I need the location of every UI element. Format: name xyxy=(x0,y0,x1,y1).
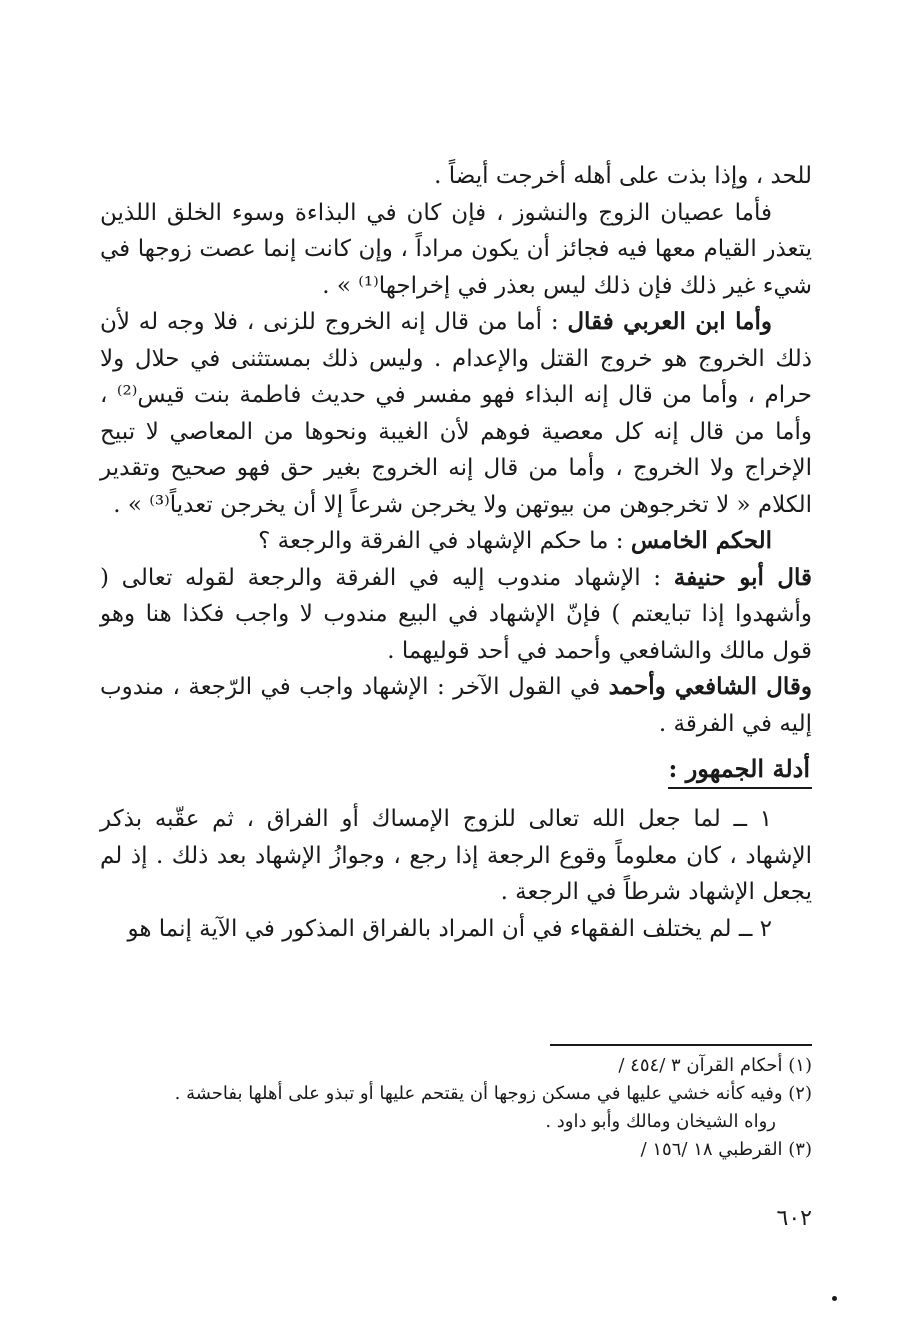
footnote-3: (٣) القرطبي ١٨ /١٥٦ / xyxy=(640,1139,812,1160)
paragraph-7: ١ ــ لما جعل الله تعالى للزوج الإمساك أو الفراق ، ثم عقّبه بذكر الإشهاد ، كان معلوماً وقوع الرجعة إذا رجع ، وجوازُ الإشهاد بعد ذلك . إذ لم يجعل الإشهاد شرطاً في الرجعة . xyxy=(100,806,812,905)
paragraph-4-lead: الحكم الخامس xyxy=(630,527,772,554)
paragraph-3-text: : أما من قال إنه الخروج للزنى ، فلا وجه له لأن ذلك الخروج هو خروج القتل والإعدام . وليس ذلك بمستثنى في حلال ولا حرام ، وأما من قال إنه البذاء فهو مفسر في حديث فاطمة بنت قيس⁽²⁾ ، وأما من قال إنه كل معصية فوهم لأن الغيبة ونحوها من المعاصي لا تبيح الإخراج ولا الخروج ، وأما من قال إنه الخروج بغير حق فهو صحيح وتقدير الكلام « لا تخرجوهن من بيوتهن ولا يخرجن شرعاً إلا أن يخرجن تعدياً⁽³⁾ » . xyxy=(100,309,812,518)
footnotes xyxy=(100,1052,812,1164)
paragraph-6-lead: وقال الشافعي وأحمد xyxy=(608,673,812,700)
ink-mark xyxy=(832,1296,837,1301)
paragraph-1: للحد ، وإذا بذت على أهله أخرجت أيضاً . xyxy=(434,163,812,189)
paragraph-6-text: في القول الآخر : الإشهاد واجب في الرّجعة ، مندوب إليه في الفرقة . xyxy=(100,674,812,737)
paragraph-5-lead: قال أبو حنيفة xyxy=(673,563,812,591)
footnote-2: (٢) وفيه كأنه خشي عليها في مسكن زوجها أن يقتحم عليها أو تبذو على أهلها بفاحشة . xyxy=(174,1083,812,1104)
section-heading-wrap xyxy=(100,744,812,801)
paragraph-3-lead: وأما ابن العربي فقال xyxy=(567,308,772,335)
footnote-1: (١) أحكام القرآن ٣ /٤٥٤ / xyxy=(618,1055,812,1076)
paragraph-8: ٢ ــ لم يختلف الفقهاء في أن المراد بالفراق المذكور في الآية إنما هو xyxy=(127,915,772,942)
footnote-2-continuation: رواه الشيخان ومالك وأبو داود . xyxy=(545,1111,776,1132)
paragraph-2: فأما عصيان الزوج والنشوز ، فإن كان في البذاءة وسوء الخلق اللذين يتعذر القيام معها فيه فجائز أن يكون مراداً ، وإن كانت إنما عصت زوجها في شيء غير ذلك فإن ذلك ليس بعذر في إخراجها⁽¹⁾ » . xyxy=(100,199,812,299)
paragraph-6 xyxy=(100,669,812,742)
paragraph-4 xyxy=(100,523,812,560)
section-heading: أدلة الجمهور : xyxy=(668,754,812,789)
page-body xyxy=(100,158,812,947)
paragraph-4-text: : ما حكم الإشهاد في الفرقة والرجعة ؟ xyxy=(258,528,631,554)
paragraph-3 xyxy=(100,304,812,523)
paragraph-5 xyxy=(100,560,812,670)
page-number: ٦٠٢ xyxy=(776,1206,812,1231)
paragraph-5-text: : الإشهاد مندوب إليه في الفرقة والرجعة لقوله تعالى ( وأشهدوا إذا تبايعتم ) فإنّ الإشهاد في البيع مندوب لا واجب فكذا هنا وهو قول مالك والشافعي وأحمد في أحد قوليهما . xyxy=(100,564,812,664)
footnote-divider xyxy=(550,1044,812,1046)
